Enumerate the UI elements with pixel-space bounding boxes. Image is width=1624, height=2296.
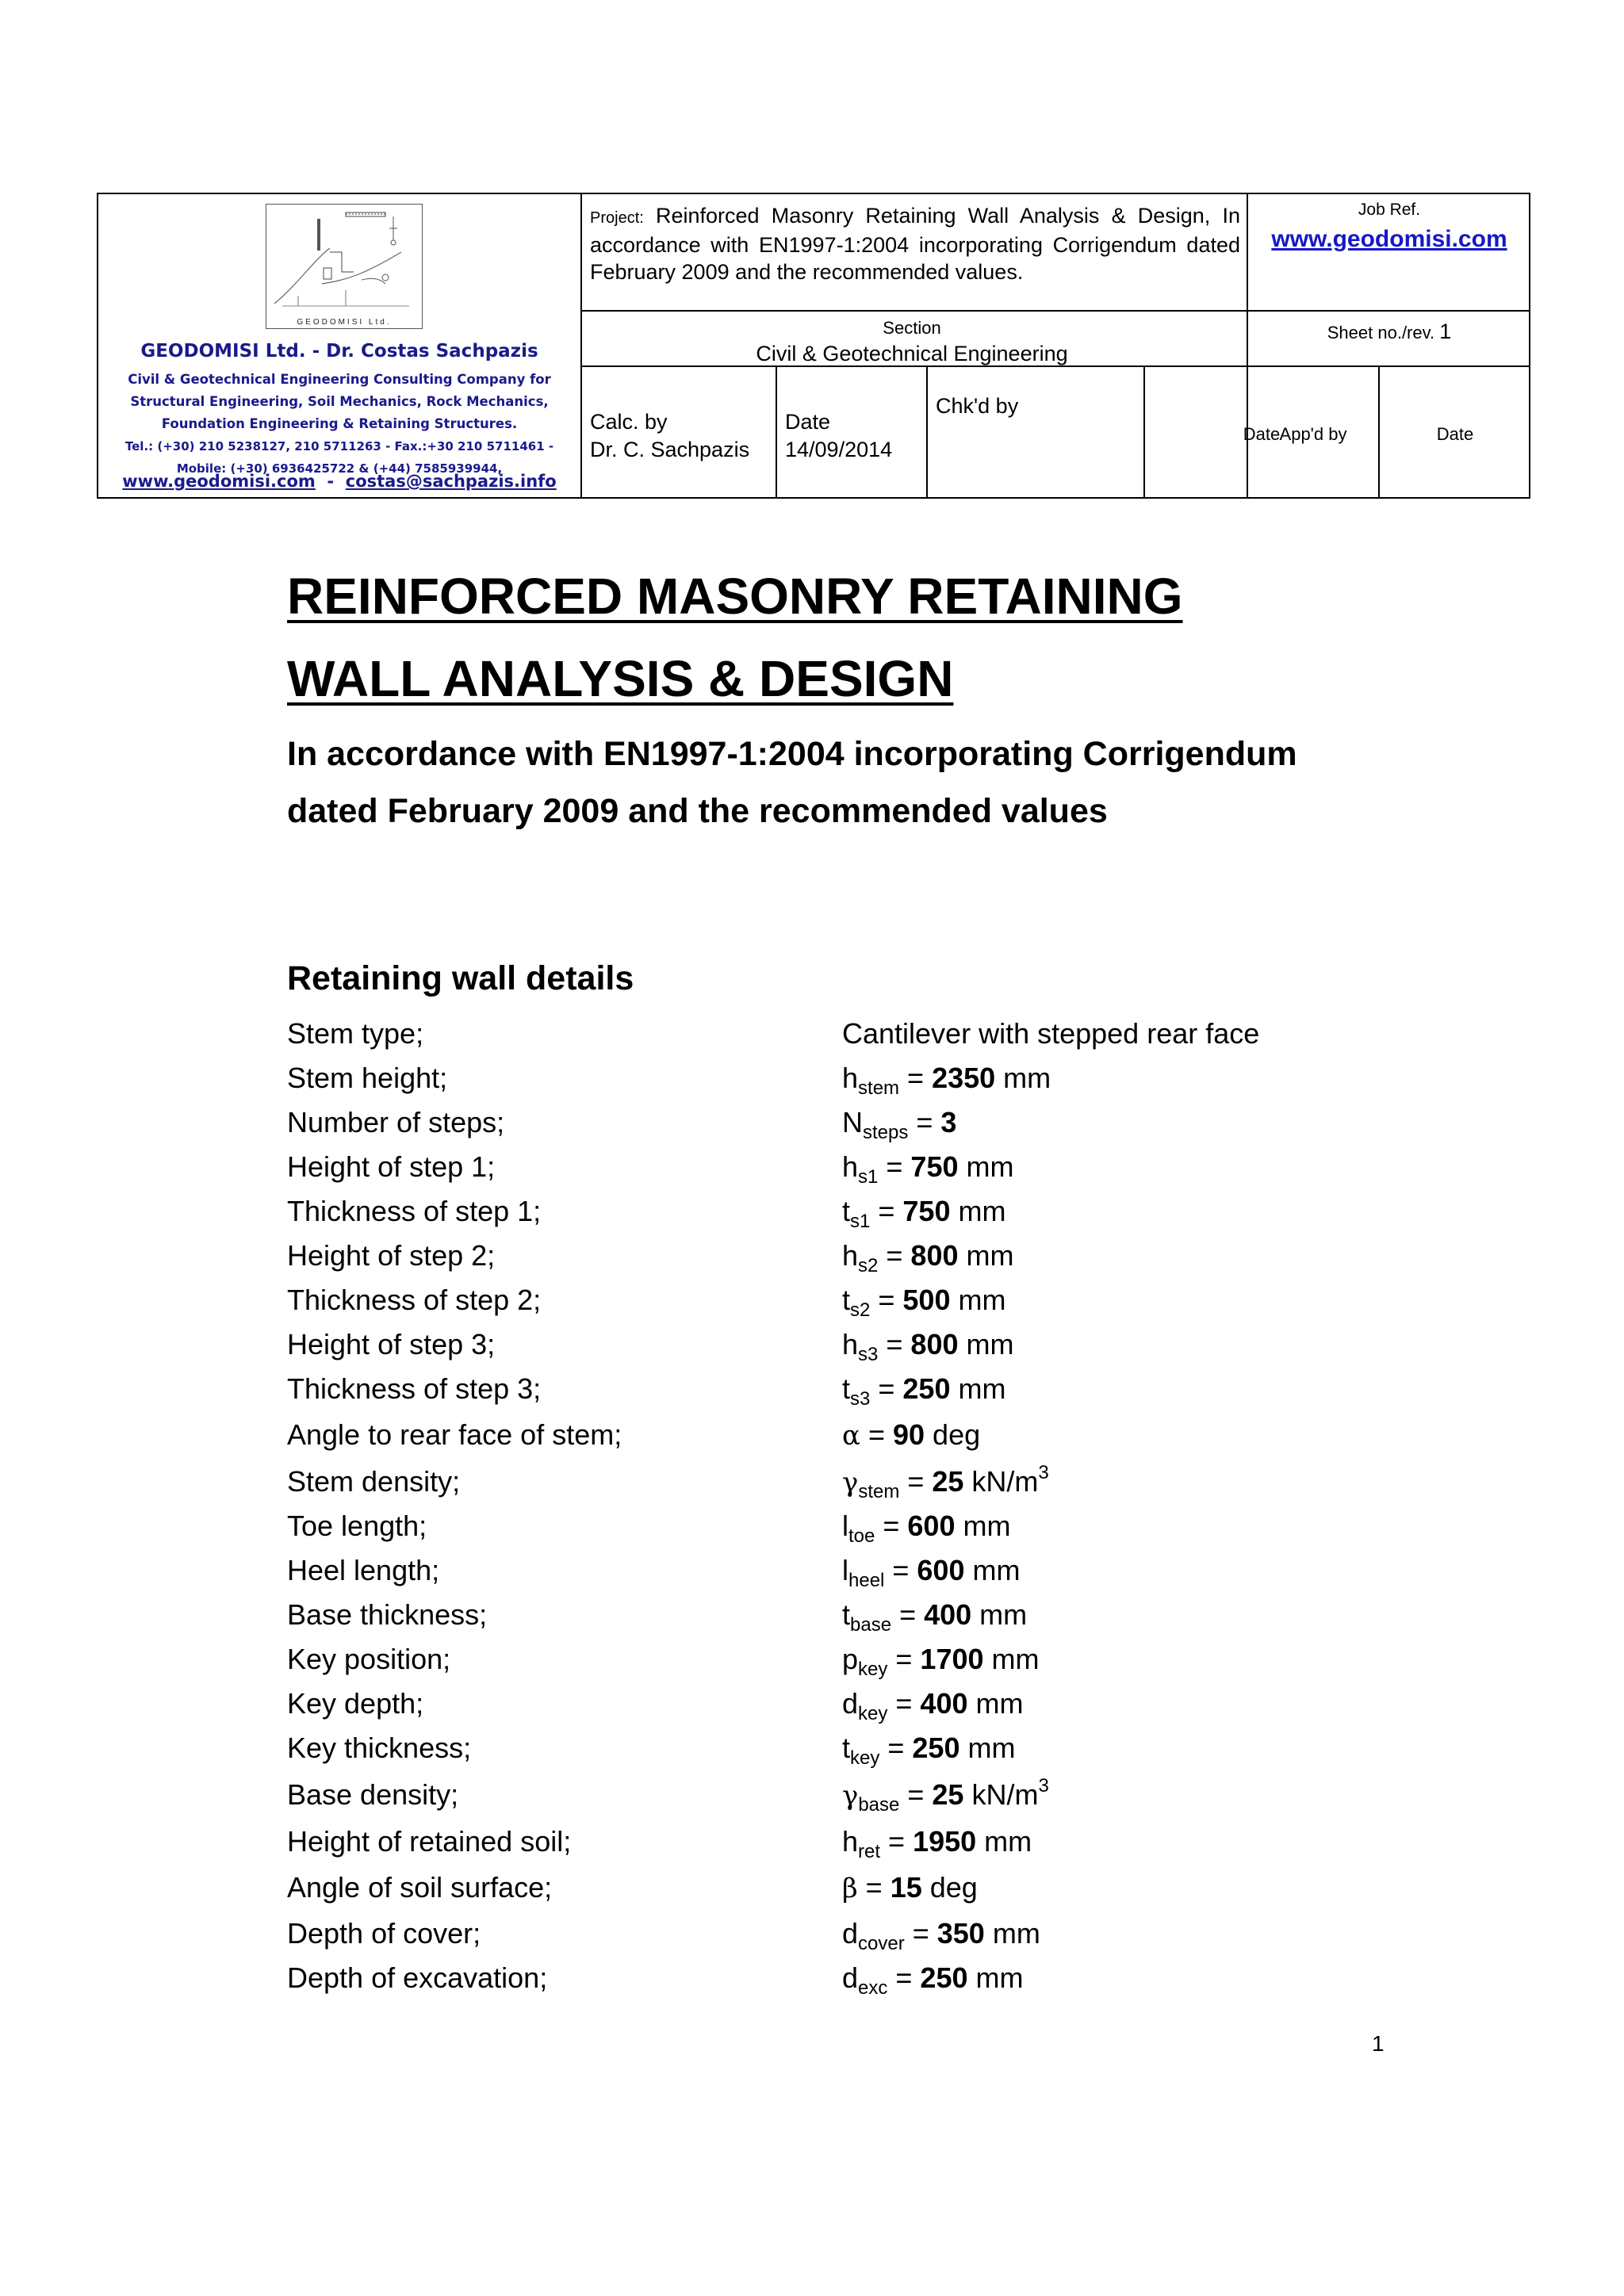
- value-unit: mm: [967, 1961, 1024, 1994]
- value-number: 25: [932, 1778, 964, 1811]
- parameter-label: Depth of cover;: [287, 1917, 481, 1950]
- parameter-label: Number of steps;: [287, 1106, 505, 1138]
- value-number: 25: [932, 1465, 964, 1498]
- value-equals: =: [891, 1598, 925, 1631]
- parameter-value: [842, 1372, 1006, 1410]
- website-link[interactable]: www.geodomisi.com: [122, 472, 316, 491]
- value-symbol: h: [842, 1150, 859, 1183]
- value-unit: mm: [955, 1510, 1011, 1542]
- value-symbol: t: [842, 1598, 851, 1631]
- date-label: Date: [1243, 424, 1281, 444]
- value-subscript: base: [858, 1794, 900, 1816]
- parameter-label: Stem density;: [287, 1465, 461, 1498]
- value-subscript: toe: [848, 1525, 875, 1547]
- project-label: Project:: [590, 209, 644, 227]
- section-heading: Retaining wall details: [287, 959, 634, 997]
- value-equals: =: [878, 1239, 911, 1272]
- parameter-value: [842, 1554, 1021, 1591]
- parameter-label: Height of step 1;: [287, 1150, 496, 1183]
- value-number: 250: [920, 1961, 968, 1994]
- value-subscript: s1: [858, 1166, 879, 1188]
- link-separator: -: [327, 472, 335, 491]
- value-equals: =: [899, 1778, 933, 1811]
- parameter-row: [287, 1732, 1477, 1776]
- parameter-row: [287, 1510, 1477, 1554]
- parameter-value: [842, 1732, 1016, 1769]
- value-symbol: t: [842, 1732, 851, 1764]
- parameter-row: [287, 1462, 1477, 1510]
- value-symbol: d: [842, 1961, 859, 1994]
- parameter-label: Height of step 3;: [287, 1328, 496, 1360]
- value-symbol: l: [842, 1554, 848, 1586]
- job-ref-link[interactable]: www.geodomisi.com: [1271, 226, 1507, 252]
- value-symbol: β: [842, 1873, 858, 1904]
- value-equals: =: [878, 1328, 911, 1360]
- value-number: 400: [920, 1687, 968, 1720]
- value-unit: mm: [984, 1917, 1040, 1950]
- company-desc-line: Structural Engineering, Soil Mechanics, Rock Mechanics,: [130, 394, 549, 409]
- parameter-row: [287, 1328, 1477, 1372]
- value-equals: =: [857, 1871, 891, 1904]
- parameter-value: [842, 1871, 978, 1904]
- value-subscript: ret: [858, 1841, 881, 1862]
- value-number: 350: [936, 1917, 985, 1950]
- parameter-label: Toe length;: [287, 1510, 427, 1542]
- divider: [580, 310, 1529, 312]
- parameter-value: [842, 1017, 1259, 1050]
- page-number: 1: [1372, 2031, 1385, 2056]
- parameter-label: Key thickness;: [287, 1732, 472, 1764]
- parameter-row: [287, 1062, 1477, 1106]
- value-symbol: d: [842, 1687, 859, 1720]
- company-phone: Tel.: (+30) 210 5238127, 210 5711263 - Fax.:+30 210 5711461 -: [124, 439, 554, 453]
- divider: [580, 194, 582, 497]
- value-subscript: s3: [858, 1344, 879, 1365]
- value-symbol: d: [842, 1917, 859, 1950]
- company-desc-line: Foundation Engineering & Retaining Structures.: [161, 416, 518, 431]
- value-unit: mm: [995, 1062, 1051, 1094]
- value-equals: =: [870, 1284, 903, 1316]
- parameter-row: [287, 1598, 1477, 1643]
- email-link[interactable]: costas@sachpazis.info: [345, 472, 557, 491]
- parameter-value: [842, 1917, 1040, 1954]
- retaining-wall-sketch-icon: [266, 205, 422, 316]
- value-subscript: key: [850, 1747, 880, 1769]
- value-number: 15: [890, 1871, 922, 1904]
- value-equals: =: [887, 1643, 921, 1675]
- parameter-value: [842, 1195, 1006, 1232]
- value-subscript: s3: [850, 1388, 871, 1410]
- parameter-row: [287, 1195, 1477, 1239]
- value-subscript: cover: [858, 1933, 905, 1954]
- date-value: 14/09/2014: [785, 438, 893, 461]
- parameter-row: [287, 1825, 1477, 1869]
- value-unit: mm: [958, 1150, 1014, 1183]
- value-symbol: h: [842, 1062, 859, 1094]
- value-subscript: key: [858, 1659, 888, 1680]
- parameter-label: Thickness of step 1;: [287, 1195, 542, 1227]
- value-symbol: l: [842, 1510, 848, 1542]
- parameter-label: Stem type;: [287, 1017, 424, 1050]
- value-equals: =: [899, 1062, 933, 1094]
- company-logo: [266, 204, 423, 329]
- parameter-row: [287, 1239, 1477, 1284]
- value-equals: =: [899, 1465, 933, 1498]
- value-subscript: stem: [858, 1481, 900, 1502]
- value-unit: mm: [964, 1554, 1021, 1586]
- parameter-row: [287, 1917, 1477, 1961]
- value-unit: kN/m: [963, 1465, 1039, 1498]
- value-number: 600: [917, 1554, 965, 1586]
- parameter-value: [842, 1643, 1040, 1680]
- value-equals: =: [870, 1372, 903, 1405]
- value-unit: mm: [950, 1372, 1006, 1405]
- value-symbol: h: [842, 1239, 859, 1272]
- parameter-row: [287, 1106, 1477, 1150]
- parameter-label: Height of step 2;: [287, 1239, 496, 1272]
- value-equals: =: [904, 1917, 937, 1950]
- value-unit: mm: [971, 1598, 1028, 1631]
- value-equals: =: [878, 1150, 911, 1183]
- parameter-row: [287, 1643, 1477, 1687]
- project-description: [590, 202, 1240, 285]
- value-subscript: s2: [850, 1299, 871, 1321]
- job-ref-label: Job Ref.: [1358, 201, 1421, 219]
- value-equals: =: [884, 1554, 917, 1586]
- parameter-row: [287, 1418, 1477, 1463]
- value-symbol: h: [842, 1328, 859, 1360]
- value-symbol: γ: [842, 1780, 859, 1812]
- value-subscript: s1: [850, 1211, 871, 1232]
- value-symbol: t: [842, 1372, 851, 1405]
- company-name: GEODOMISI Ltd. - Dr. Costas Sachpazis: [140, 341, 538, 362]
- value-unit: mm: [950, 1195, 1006, 1227]
- value-equals: =: [880, 1825, 914, 1858]
- value-equals: =: [870, 1195, 903, 1227]
- value-equals: =: [860, 1418, 893, 1451]
- parameter-value: [842, 1284, 1006, 1321]
- date-label: Date: [785, 410, 831, 434]
- parameter-value: [842, 1510, 1011, 1547]
- parameter-value: [842, 1961, 1024, 1999]
- value-unit: deg: [921, 1871, 978, 1904]
- parameter-value: [842, 1775, 1049, 1816]
- value-number: 750: [902, 1195, 951, 1227]
- title-line: WALL ANALYSIS & DESIGN: [287, 650, 954, 707]
- sheet-number: [1248, 320, 1530, 344]
- date-label: Date: [1436, 424, 1474, 444]
- value-number: 800: [910, 1239, 959, 1272]
- value-equals: =: [879, 1732, 913, 1764]
- value-number: 1700: [920, 1643, 984, 1675]
- calc-by-value: Dr. C. Sachpazis: [590, 438, 750, 461]
- calc-by-label: Calc. by: [590, 410, 668, 434]
- parameter-label: Depth of excavation;: [287, 1961, 548, 1994]
- sheet-value: 1: [1439, 320, 1452, 343]
- value-subscript: s2: [858, 1255, 879, 1276]
- parameter-label: Thickness of step 3;: [287, 1372, 542, 1405]
- parameter-row: [287, 1017, 1477, 1062]
- value-number: 500: [902, 1284, 951, 1316]
- value-text: Cantilever with stepped rear face: [842, 1017, 1260, 1050]
- sheet-label: Sheet no./rev.: [1327, 323, 1435, 342]
- value-symbol: p: [842, 1643, 859, 1675]
- value-symbol: t: [842, 1284, 851, 1316]
- parameter-row: [287, 1554, 1477, 1598]
- value-subscript: base: [850, 1614, 892, 1636]
- value-subscript: exc: [858, 1977, 888, 1999]
- section-value: Civil & Geotechnical Engineering: [756, 342, 1068, 365]
- value-number: 3: [940, 1106, 957, 1138]
- parameter-label: Thickness of step 2;: [287, 1284, 542, 1316]
- value-number: 400: [924, 1598, 972, 1631]
- divider: [776, 365, 777, 497]
- subtitle-line: In accordance with EN1997-1:2004 incorporating Corrigendum: [287, 735, 1297, 773]
- value-superscript: 3: [1038, 1775, 1049, 1797]
- parameter-label: Key depth;: [287, 1687, 424, 1720]
- parameter-value: [842, 1328, 1014, 1365]
- value-superscript: 3: [1038, 1462, 1049, 1483]
- value-unit: mm: [976, 1825, 1032, 1858]
- parameter-label: Heel length;: [287, 1554, 440, 1586]
- value-symbol: γ: [842, 1467, 859, 1498]
- company-desc-line: Civil & Geotechnical Engineering Consulting Company for: [128, 372, 551, 387]
- value-equals: =: [875, 1510, 908, 1542]
- parameter-label: Height of retained soil;: [287, 1825, 572, 1858]
- divider: [926, 365, 928, 497]
- parameter-row: [287, 1871, 1477, 1915]
- document-subtitle: [287, 725, 1437, 840]
- value-number: 800: [910, 1328, 959, 1360]
- value-unit: mm: [967, 1687, 1024, 1720]
- company-mobile: Mobile: (+30) 6936425722 & (+44) 7585939944,: [176, 461, 503, 476]
- parameter-row: [287, 1284, 1477, 1328]
- section-label: Section: [883, 318, 941, 338]
- chkd-by-label: Chk'd by: [936, 394, 1019, 418]
- parameter-label: Base density;: [287, 1778, 459, 1811]
- value-subscript: key: [858, 1703, 888, 1724]
- value-equals: =: [908, 1106, 941, 1138]
- parameter-label: Angle of soil surface;: [287, 1871, 553, 1904]
- value-subscript: heel: [848, 1570, 885, 1591]
- parameter-value: [842, 1687, 1024, 1724]
- parameter-value: [842, 1825, 1032, 1862]
- value-unit: mm: [958, 1239, 1014, 1272]
- value-number: 250: [902, 1372, 951, 1405]
- appd-by-label: App'd by: [1279, 424, 1347, 444]
- value-symbol: α: [842, 1420, 860, 1452]
- parameter-value: [842, 1598, 1028, 1636]
- value-symbol: t: [842, 1195, 851, 1227]
- parameter-row: [287, 1372, 1477, 1417]
- value-number: 600: [907, 1510, 956, 1542]
- parameter-row: [287, 1775, 1477, 1823]
- value-subscript: steps: [863, 1122, 909, 1143]
- parameter-value: [842, 1150, 1014, 1188]
- parameter-value: [842, 1106, 957, 1143]
- document-title: [287, 555, 1183, 720]
- value-number: 750: [910, 1150, 959, 1183]
- value-symbol: N: [842, 1106, 863, 1138]
- value-unit: mm: [950, 1284, 1006, 1316]
- parameter-row: [287, 1150, 1477, 1195]
- value-unit: mm: [983, 1643, 1040, 1675]
- value-unit: mm: [959, 1732, 1016, 1764]
- parameter-label: Stem height;: [287, 1062, 448, 1094]
- title-line: REINFORCED MASONRY RETAINING: [287, 568, 1183, 625]
- title-block-table: [97, 193, 1530, 499]
- project-text: Reinforced Masonry Retaining Wall Analysis & Design, In accordance with EN1997-1:2004 incorporating Corrigendum dated February 2009 and the recommended values.: [590, 204, 1240, 284]
- company-links: [98, 472, 580, 491]
- value-number: 1950: [913, 1825, 977, 1858]
- parameter-row: [287, 1687, 1477, 1732]
- value-number: 90: [893, 1418, 925, 1451]
- parameter-label: Base thickness;: [287, 1598, 488, 1631]
- parameter-value: [842, 1462, 1049, 1502]
- value-equals: =: [887, 1687, 921, 1720]
- parameter-value: [842, 1239, 1014, 1276]
- value-equals: =: [887, 1961, 921, 1994]
- company-description: [109, 369, 569, 480]
- parameter-value: [842, 1062, 1051, 1099]
- value-unit: kN/m: [963, 1778, 1039, 1811]
- value-number: 2350: [932, 1062, 996, 1094]
- value-unit: deg: [925, 1418, 981, 1451]
- logo-caption: GEODOMISI Ltd.: [297, 318, 392, 327]
- value-number: 250: [912, 1732, 960, 1764]
- value-unit: mm: [958, 1328, 1014, 1360]
- subtitle-line: dated February 2009 and the recommended values: [287, 792, 1108, 830]
- value-symbol: h: [842, 1825, 859, 1858]
- value-subscript: stem: [858, 1077, 900, 1099]
- parameter-value: [842, 1418, 980, 1452]
- parameter-row: [287, 1961, 1477, 2006]
- parameter-label: Key position;: [287, 1643, 451, 1675]
- parameter-label: Angle to rear face of stem;: [287, 1418, 622, 1451]
